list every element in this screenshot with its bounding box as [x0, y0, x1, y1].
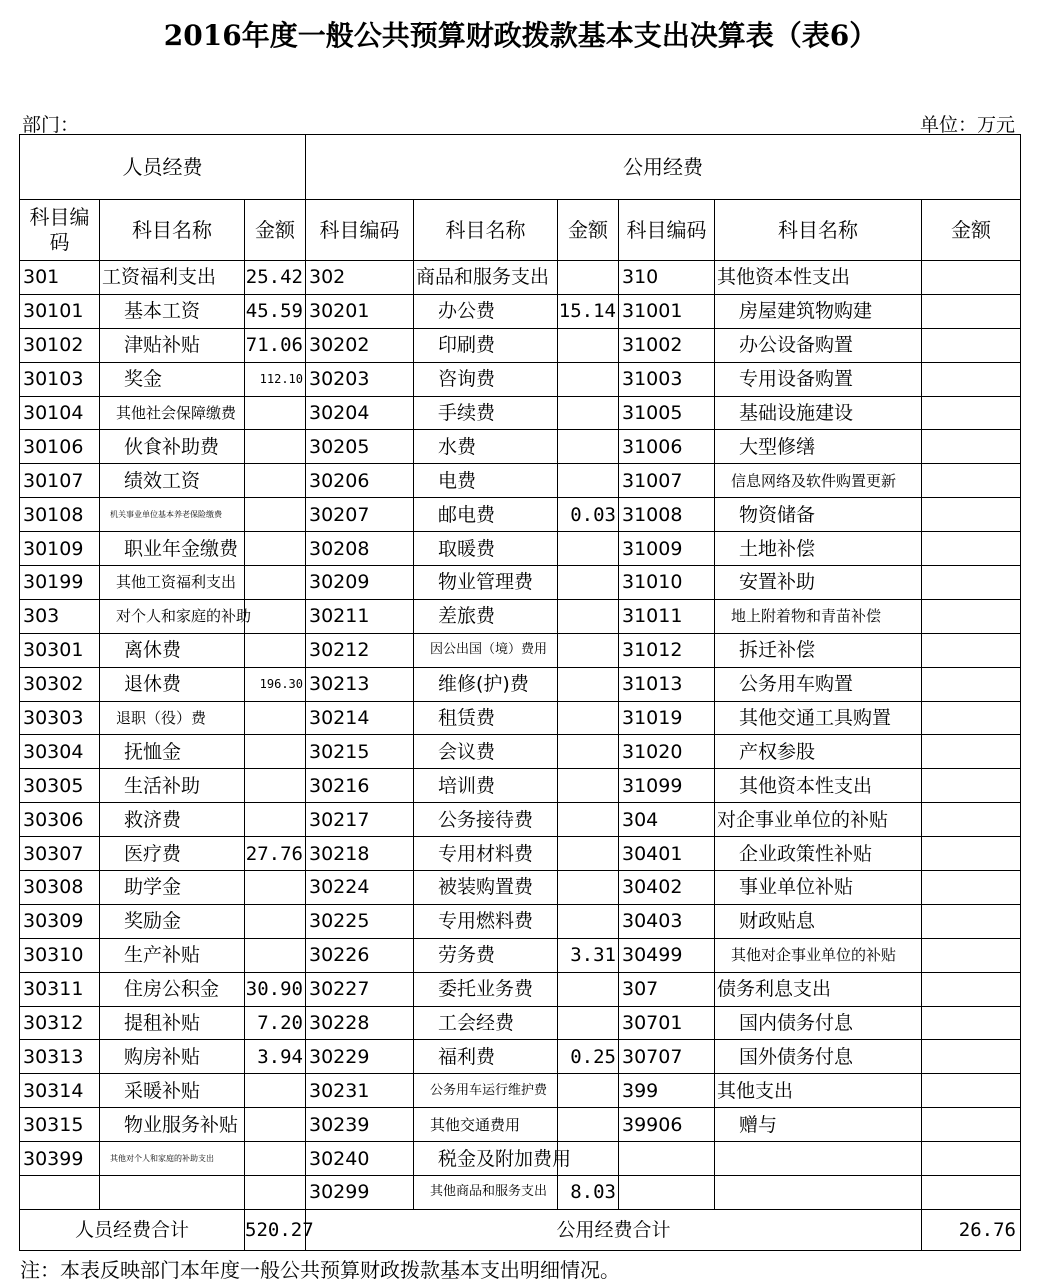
table-row — [20, 769, 1021, 803]
cell-code: 30312 — [20, 1006, 100, 1040]
cell-name: 提租补贴 — [100, 1006, 245, 1040]
col-header-amount: 金额 — [245, 200, 306, 261]
cell-name: 采暖补贴 — [100, 1074, 245, 1108]
cell-code: 30207 — [306, 498, 414, 532]
table-row — [20, 1006, 1021, 1040]
section-public-header: 公用经费 — [306, 135, 1021, 200]
cell-code: 30204 — [306, 396, 414, 430]
cell-name: 委托业务费 — [414, 972, 558, 1006]
table-row — [20, 464, 1021, 498]
cell-amount — [245, 1108, 306, 1142]
cell-code: 30108 — [20, 498, 100, 532]
table-row — [20, 498, 1021, 532]
cell-amount — [245, 938, 306, 972]
col-header-name: 科目名称 — [715, 200, 922, 261]
cell-name: 产权参股 — [715, 735, 922, 769]
cell-name: 其他资本性支出 — [715, 261, 922, 295]
cell-name — [715, 1142, 922, 1176]
cell-name: 对个人和家庭的补助 — [100, 599, 245, 633]
public-total-amount: 26.76 — [922, 1209, 1021, 1250]
cell-name: 财政贴息 — [715, 904, 922, 938]
cell-amount — [558, 362, 619, 396]
cell-name: 因公出国（境）费用 — [414, 633, 558, 667]
cell-code: 30304 — [20, 735, 100, 769]
cell-code: 30307 — [20, 837, 100, 871]
cell-code: 30707 — [619, 1040, 715, 1074]
cell-amount — [922, 701, 1021, 735]
cell-name: 税金及附加费用 — [414, 1142, 558, 1176]
table-row — [20, 1040, 1021, 1074]
cell-amount — [922, 532, 1021, 566]
cell-amount — [245, 701, 306, 735]
cell-name: 专用材料费 — [414, 837, 558, 871]
cell-amount — [922, 1176, 1021, 1210]
cell-amount — [922, 667, 1021, 701]
cell-code: 30215 — [306, 735, 414, 769]
cell-name: 物业服务补贴 — [100, 1108, 245, 1142]
cell-name: 水费 — [414, 430, 558, 464]
cell-amount — [245, 566, 306, 600]
cell-name: 其他工资福利支出 — [100, 566, 245, 600]
cell-code: 31011 — [619, 599, 715, 633]
col-header-code: 科目编码 — [619, 200, 715, 261]
cell-amount — [245, 396, 306, 430]
cell-name: 公务接待费 — [414, 803, 558, 837]
cell-name: 绩效工资 — [100, 464, 245, 498]
cell-amount: 71.06 — [245, 328, 306, 362]
cell-amount — [558, 803, 619, 837]
cell-amount — [245, 803, 306, 837]
cell-amount — [558, 769, 619, 803]
table-row — [20, 904, 1021, 938]
cell-amount — [922, 464, 1021, 498]
cell-code: 30228 — [306, 1006, 414, 1040]
cell-code: 30216 — [306, 769, 414, 803]
cell-amount — [922, 769, 1021, 803]
page-title: 2016年度一般公共预算财政拨款基本支出决算表（表6） — [163, 19, 878, 52]
cell-code: 30306 — [20, 803, 100, 837]
cell-code: 31099 — [619, 769, 715, 803]
cell-code — [619, 1142, 715, 1176]
cell-code: 30199 — [20, 566, 100, 600]
cell-name: 住房公积金 — [100, 972, 245, 1006]
cell-amount — [922, 972, 1021, 1006]
cell-code: 30201 — [306, 294, 414, 328]
cell-code: 30217 — [306, 803, 414, 837]
cell-amount — [922, 1142, 1021, 1176]
cell-code: 30106 — [20, 430, 100, 464]
cell-amount: 27.76 — [245, 837, 306, 871]
cell-amount — [245, 769, 306, 803]
cell-name: 福利费 — [414, 1040, 558, 1074]
cell-name: 其他对个人和家庭的补助支出 — [100, 1142, 245, 1176]
cell-name: 基本工资 — [100, 294, 245, 328]
cell-code: 30305 — [20, 769, 100, 803]
cell-amount — [558, 701, 619, 735]
cell-amount — [922, 362, 1021, 396]
cell-amount — [922, 938, 1021, 972]
cell-name: 抚恤金 — [100, 735, 245, 769]
cell-amount — [245, 599, 306, 633]
cell-amount: 196.30 — [245, 667, 306, 701]
cell-name: 其他社会保障缴费 — [100, 396, 245, 430]
cell-amount: 3.94 — [245, 1040, 306, 1074]
cell-name: 其他商品和服务支出 — [414, 1176, 558, 1210]
cell-amount: 45.59 — [245, 294, 306, 328]
cell-amount — [245, 735, 306, 769]
cell-name: 机关事业单位基本养老保险缴费 — [100, 498, 245, 532]
expenditure-table — [19, 134, 1021, 1251]
cell-code: 30225 — [306, 904, 414, 938]
cell-code: 30107 — [20, 464, 100, 498]
cell-code: 30301 — [20, 633, 100, 667]
table-row — [20, 261, 1021, 295]
cell-amount — [922, 396, 1021, 430]
cell-code: 30314 — [20, 1074, 100, 1108]
cell-amount — [245, 1142, 306, 1176]
cell-name: 房屋建筑物购建 — [715, 294, 922, 328]
cell-amount — [245, 871, 306, 905]
cell-name: 国内债务付息 — [715, 1006, 922, 1040]
cell-name: 其他交通费用 — [414, 1108, 558, 1142]
cell-code: 30227 — [306, 972, 414, 1006]
cell-name: 会议费 — [414, 735, 558, 769]
cell-amount: 112.10 — [245, 362, 306, 396]
table-row — [20, 938, 1021, 972]
cell-name: 医疗费 — [100, 837, 245, 871]
table-row — [20, 1142, 1021, 1176]
cell-name: 伙食补助费 — [100, 430, 245, 464]
cell-amount — [558, 396, 619, 430]
cell-amount — [922, 735, 1021, 769]
cell-name: 手续费 — [414, 396, 558, 430]
cell-code: 31006 — [619, 430, 715, 464]
cell-amount — [558, 667, 619, 701]
cell-amount — [245, 430, 306, 464]
cell-amount — [245, 904, 306, 938]
cell-code: 31010 — [619, 566, 715, 600]
cell-name — [715, 1176, 922, 1210]
cell-amount — [558, 532, 619, 566]
cell-name: 购房补贴 — [100, 1040, 245, 1074]
cell-code: 307 — [619, 972, 715, 1006]
cell-code: 31003 — [619, 362, 715, 396]
table-row — [20, 1074, 1021, 1108]
cell-code: 310 — [619, 261, 715, 295]
cell-name: 其他资本性支出 — [715, 769, 922, 803]
cell-name: 基础设施建设 — [715, 396, 922, 430]
cell-amount — [558, 904, 619, 938]
cell-code: 30209 — [306, 566, 414, 600]
personnel-total-amount: 520.27 — [245, 1209, 306, 1250]
cell-code: 39906 — [619, 1108, 715, 1142]
cell-code: 30309 — [20, 904, 100, 938]
cell-amount — [245, 1074, 306, 1108]
cell-name: 赠与 — [715, 1108, 922, 1142]
cell-code: 31013 — [619, 667, 715, 701]
cell-name: 劳务费 — [414, 938, 558, 972]
cell-amount — [922, 904, 1021, 938]
cell-name: 维修(护)费 — [414, 667, 558, 701]
cell-name: 安置补助 — [715, 566, 922, 600]
cell-amount — [922, 633, 1021, 667]
cell-amount: 0.25 — [558, 1040, 619, 1074]
cell-code: 30205 — [306, 430, 414, 464]
cell-name: 邮电费 — [414, 498, 558, 532]
cell-amount: 25.42 — [245, 261, 306, 295]
cell-name: 差旅费 — [414, 599, 558, 633]
cell-code: 304 — [619, 803, 715, 837]
cell-code: 30315 — [20, 1108, 100, 1142]
cell-name: 其他交通工具购置 — [715, 701, 922, 735]
table-row — [20, 362, 1021, 396]
cell-name: 公务用车购置 — [715, 667, 922, 701]
cell-code: 31012 — [619, 633, 715, 667]
cell-amount — [245, 1176, 306, 1210]
cell-amount — [922, 1040, 1021, 1074]
cell-name — [100, 1176, 245, 1210]
table-row — [20, 532, 1021, 566]
cell-code: 30302 — [20, 667, 100, 701]
col-header-code: 科目编码 — [20, 200, 100, 261]
cell-code: 30202 — [306, 328, 414, 362]
cell-name: 离休费 — [100, 633, 245, 667]
cell-name: 专用燃料费 — [414, 904, 558, 938]
cell-name: 办公设备购置 — [715, 328, 922, 362]
cell-name: 救济费 — [100, 803, 245, 837]
cell-amount — [245, 464, 306, 498]
table-row — [20, 1176, 1021, 1210]
cell-code — [20, 1176, 100, 1210]
cell-amount — [558, 1108, 619, 1142]
cell-code: 30104 — [20, 396, 100, 430]
table-row — [20, 566, 1021, 600]
cell-name: 地上附着物和青苗补偿 — [715, 599, 922, 633]
cell-name: 工资福利支出 — [100, 261, 245, 295]
cell-amount — [922, 1074, 1021, 1108]
cell-name: 退职（役）费 — [100, 701, 245, 735]
cell-amount: 7.20 — [245, 1006, 306, 1040]
cell-code: 31005 — [619, 396, 715, 430]
cell-amount: 0.03 — [558, 498, 619, 532]
cell-code: 30214 — [306, 701, 414, 735]
table-row — [20, 294, 1021, 328]
cell-amount — [922, 837, 1021, 871]
table-row — [20, 871, 1021, 905]
cell-name: 奖金 — [100, 362, 245, 396]
col-header-amount: 金额 — [558, 200, 619, 261]
cell-code: 30103 — [20, 362, 100, 396]
cell-amount — [245, 633, 306, 667]
cell-amount — [558, 566, 619, 600]
cell-name: 专用设备购置 — [715, 362, 922, 396]
cell-amount — [245, 498, 306, 532]
cell-name: 办公费 — [414, 294, 558, 328]
cell-amount — [922, 871, 1021, 905]
cell-code: 30218 — [306, 837, 414, 871]
cell-name: 租赁费 — [414, 701, 558, 735]
cell-code: 399 — [619, 1074, 715, 1108]
cell-name: 生产补贴 — [100, 938, 245, 972]
cell-name: 被装购置费 — [414, 871, 558, 905]
cell-amount — [922, 1108, 1021, 1142]
cell-code: 30226 — [306, 938, 414, 972]
cell-amount — [922, 803, 1021, 837]
cell-code: 30239 — [306, 1108, 414, 1142]
cell-code: 30311 — [20, 972, 100, 1006]
table-row — [20, 328, 1021, 362]
cell-code: 30102 — [20, 328, 100, 362]
cell-amount — [922, 498, 1021, 532]
cell-amount — [558, 430, 619, 464]
cell-name: 商品和服务支出 — [414, 261, 558, 295]
cell-name: 退休费 — [100, 667, 245, 701]
cell-code: 30206 — [306, 464, 414, 498]
unit-label: 单位：万元 — [919, 114, 1015, 136]
table-row — [20, 633, 1021, 667]
cell-amount: 15.14 — [558, 294, 619, 328]
cell-amount — [922, 294, 1021, 328]
cell-amount — [558, 735, 619, 769]
cell-code: 30203 — [306, 362, 414, 396]
table-row — [20, 803, 1021, 837]
cell-name: 取暖费 — [414, 532, 558, 566]
col-header-amount: 金额 — [922, 200, 1021, 261]
cell-name: 咨询费 — [414, 362, 558, 396]
cell-code: 30403 — [619, 904, 715, 938]
table-row — [20, 837, 1021, 871]
table-row — [20, 735, 1021, 769]
cell-code: 31001 — [619, 294, 715, 328]
cell-name: 物业管理费 — [414, 566, 558, 600]
table-row — [20, 701, 1021, 735]
cell-amount — [558, 328, 619, 362]
cell-code: 303 — [20, 599, 100, 633]
footnote: 注：本表反映部门本年度一般公共预算财政拨款基本支出明细情况。 — [20, 1258, 620, 1282]
cell-code: 302 — [306, 261, 414, 295]
cell-code: 30229 — [306, 1040, 414, 1074]
cell-amount — [558, 837, 619, 871]
cell-name: 拆迁补偿 — [715, 633, 922, 667]
cell-code: 30310 — [20, 938, 100, 972]
cell-code: 301 — [20, 261, 100, 295]
cell-name: 物资储备 — [715, 498, 922, 532]
cell-amount: 8.03 — [558, 1176, 619, 1210]
cell-amount — [245, 532, 306, 566]
cell-amount: 30.90 — [245, 972, 306, 1006]
cell-code: 30109 — [20, 532, 100, 566]
cell-amount — [922, 566, 1021, 600]
cell-code: 30231 — [306, 1074, 414, 1108]
table-row — [20, 1108, 1021, 1142]
cell-code: 30701 — [619, 1006, 715, 1040]
cell-amount — [922, 261, 1021, 295]
cell-code: 31007 — [619, 464, 715, 498]
col-header-code: 科目编码 — [306, 200, 414, 261]
cell-code: 30101 — [20, 294, 100, 328]
table-row — [20, 972, 1021, 1006]
cell-code: 30224 — [306, 871, 414, 905]
cell-code: 30399 — [20, 1142, 100, 1176]
cell-name: 土地补偿 — [715, 532, 922, 566]
cell-name: 印刷费 — [414, 328, 558, 362]
cell-name: 大型修缮 — [715, 430, 922, 464]
cell-name: 助学金 — [100, 871, 245, 905]
cell-name: 公务用车运行维护费 — [414, 1074, 558, 1108]
cell-code: 30308 — [20, 871, 100, 905]
table-row — [20, 430, 1021, 464]
cell-amount — [558, 633, 619, 667]
section-personnel-header: 人员经费 — [20, 135, 306, 200]
table-row — [20, 396, 1021, 430]
cell-amount — [558, 1074, 619, 1108]
department-label: 部门： — [22, 114, 80, 136]
cell-amount — [922, 430, 1021, 464]
cell-code: 30208 — [306, 532, 414, 566]
cell-name: 对企事业单位的补贴 — [715, 803, 922, 837]
cell-code: 30303 — [20, 701, 100, 735]
cell-amount — [558, 464, 619, 498]
cell-code — [619, 1176, 715, 1210]
cell-name: 工会经费 — [414, 1006, 558, 1040]
cell-name: 信息网络及软件购置更新 — [715, 464, 922, 498]
cell-code: 30402 — [619, 871, 715, 905]
cell-code: 31008 — [619, 498, 715, 532]
cell-name: 奖励金 — [100, 904, 245, 938]
cell-code: 31009 — [619, 532, 715, 566]
cell-name: 事业单位补贴 — [715, 871, 922, 905]
cell-name: 债务利息支出 — [715, 972, 922, 1006]
cell-name: 津贴补贴 — [100, 328, 245, 362]
cell-code: 31019 — [619, 701, 715, 735]
cell-amount — [558, 1006, 619, 1040]
cell-name: 企业政策性补贴 — [715, 837, 922, 871]
personnel-total-label: 人员经费合计 — [20, 1209, 245, 1250]
cell-amount — [922, 328, 1021, 362]
table-row — [20, 667, 1021, 701]
cell-code: 30212 — [306, 633, 414, 667]
cell-code: 30499 — [619, 938, 715, 972]
cell-name: 职业年金缴费 — [100, 532, 245, 566]
cell-name: 培训费 — [414, 769, 558, 803]
cell-amount — [558, 871, 619, 905]
cell-code: 30213 — [306, 667, 414, 701]
cell-code: 30401 — [619, 837, 715, 871]
cell-code: 31002 — [619, 328, 715, 362]
cell-code: 30240 — [306, 1142, 414, 1176]
cell-amount — [558, 972, 619, 1006]
cell-code: 30299 — [306, 1176, 414, 1210]
cell-code: 30211 — [306, 599, 414, 633]
cell-amount — [922, 599, 1021, 633]
cell-name: 生活补助 — [100, 769, 245, 803]
cell-code: 30313 — [20, 1040, 100, 1074]
col-header-name: 科目名称 — [100, 200, 245, 261]
cell-name: 电费 — [414, 464, 558, 498]
cell-name: 国外债务付息 — [715, 1040, 922, 1074]
cell-code: 31020 — [619, 735, 715, 769]
cell-name: 其他支出 — [715, 1074, 922, 1108]
table-row — [20, 599, 1021, 633]
cell-amount: 3.31 — [558, 938, 619, 972]
cell-amount — [922, 1006, 1021, 1040]
col-header-name: 科目名称 — [414, 200, 558, 261]
cell-amount — [558, 599, 619, 633]
cell-name: 其他对企事业单位的补贴 — [715, 938, 922, 972]
public-total-label: 公用经费合计 — [306, 1209, 922, 1250]
cell-amount — [558, 261, 619, 295]
